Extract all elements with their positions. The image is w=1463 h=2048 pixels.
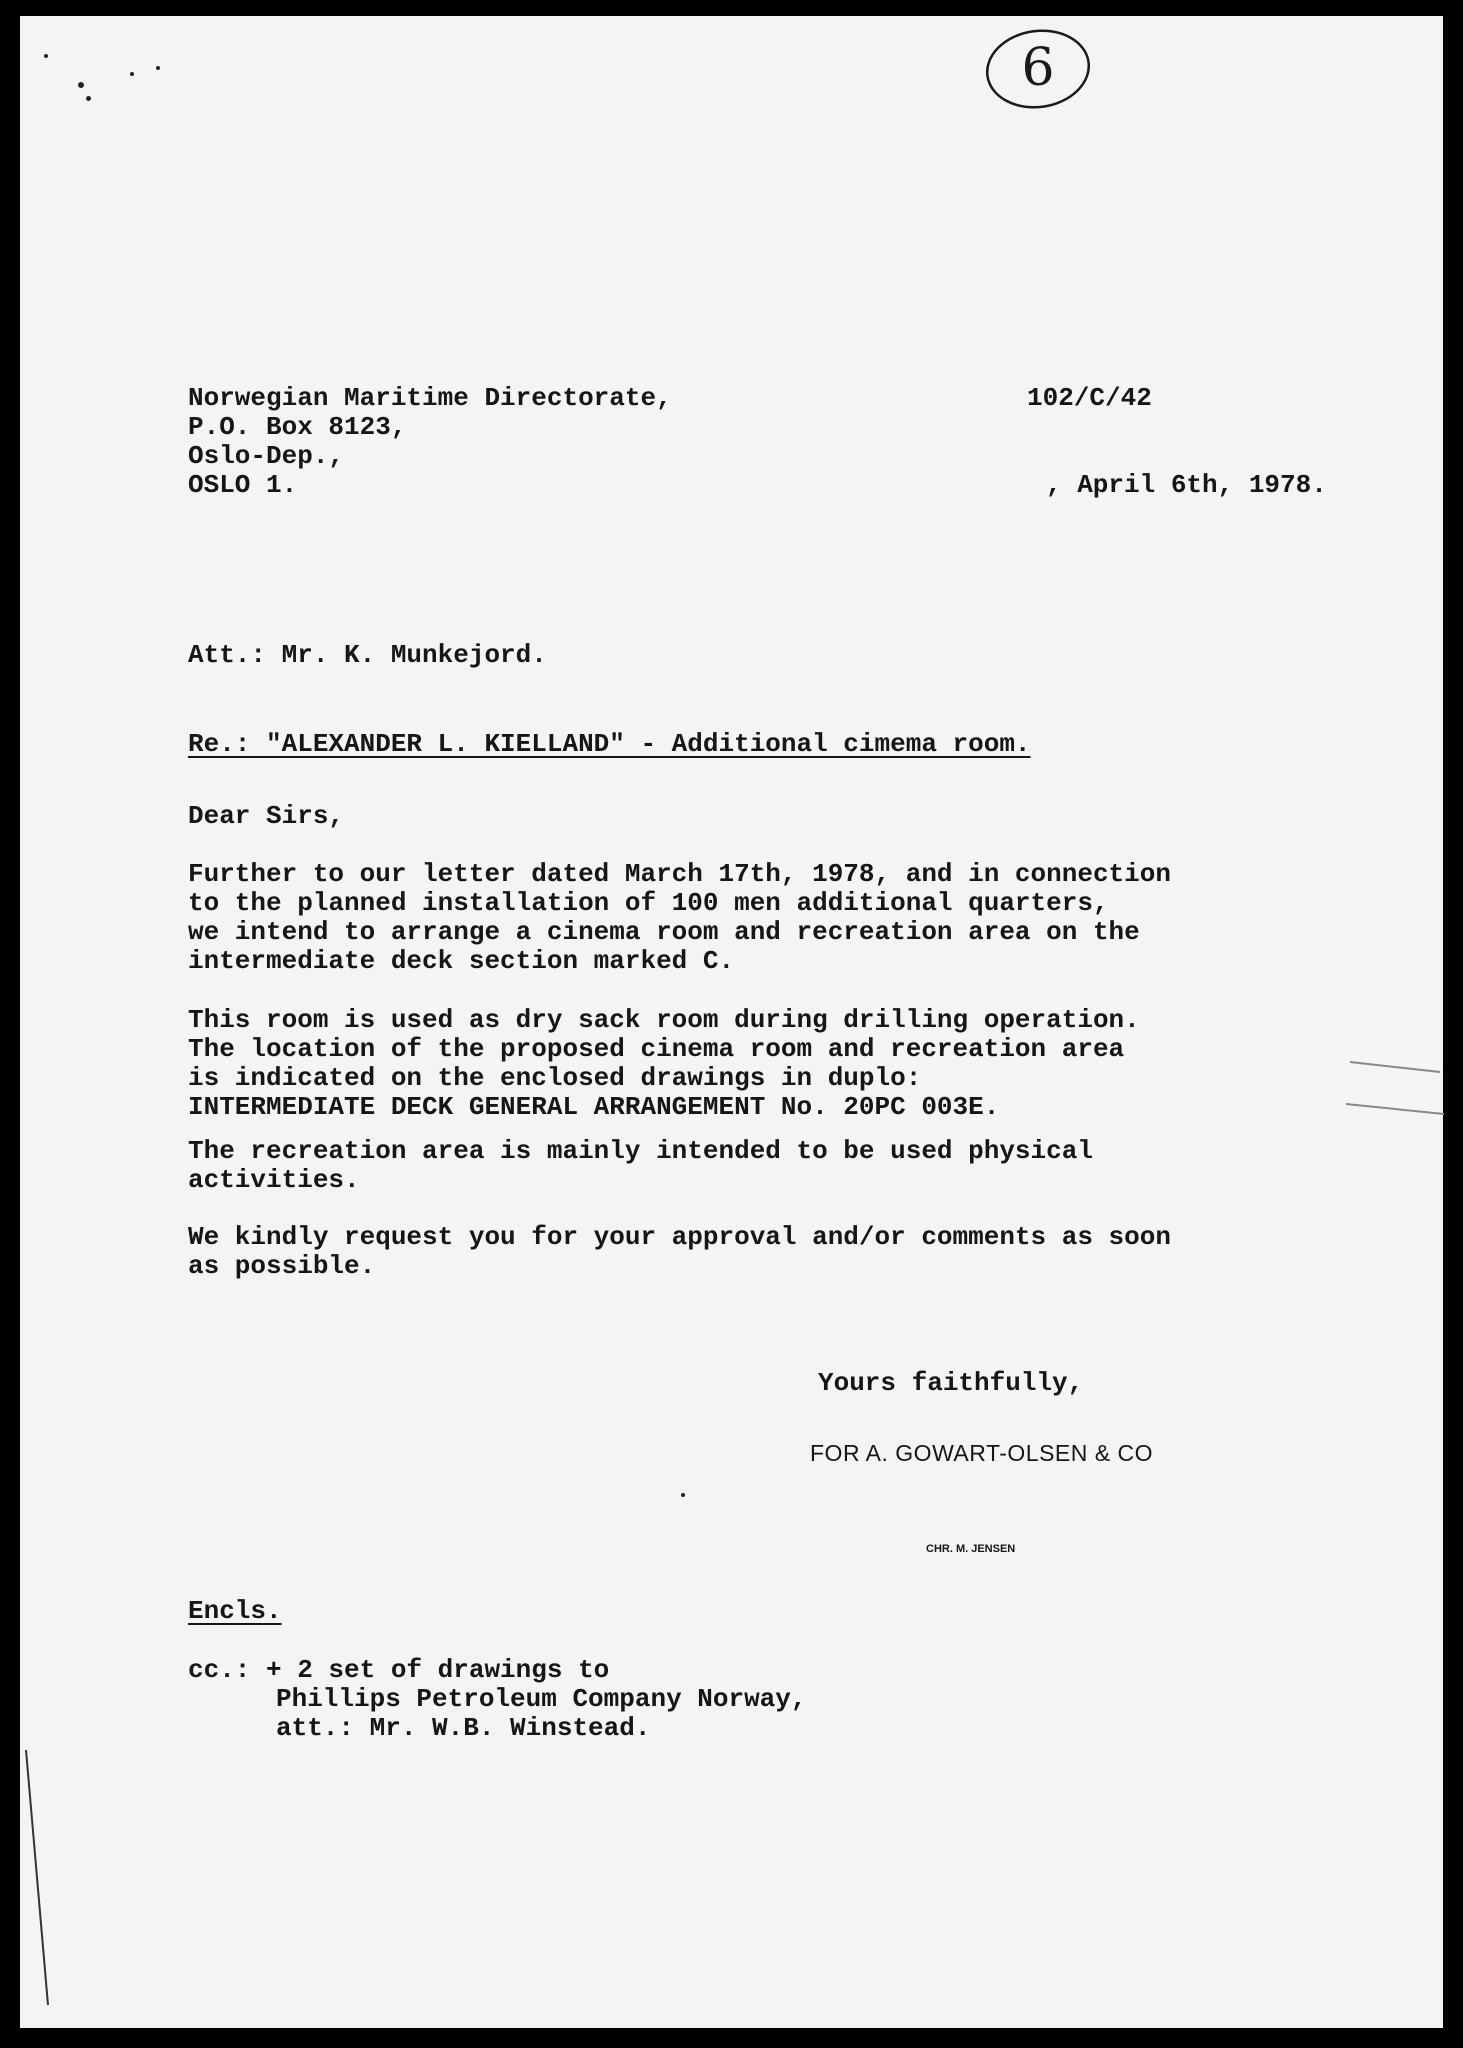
closing: Yours faithfully, <box>818 1368 1084 1398</box>
subject-line: Re.: "ALEXANDER L. KIELLAND" - Additional cimema room. <box>188 729 1031 759</box>
body-line: we intend to arrange a cinema room and recreation area on the <box>188 917 1140 947</box>
body-line: We kindly request you for your approval and/or comments as soon <box>188 1222 1171 1252</box>
body-line: Further to our letter dated March 17th, 1978, and in connection <box>188 859 1171 889</box>
letter-date: , April 6th, 1978. <box>1046 470 1327 500</box>
ink-speck <box>78 82 84 88</box>
margin-scratch <box>1340 1050 1450 1120</box>
ink-speck <box>130 72 134 76</box>
body-line: INTERMEDIATE DECK GENERAL ARRANGEMENT No. 20PC 003E. <box>188 1092 1000 1122</box>
addressee-line: Oslo-Dep., <box>188 441 345 471</box>
cc-line: Phillips Petroleum Company Norway, <box>276 1684 807 1714</box>
page-number-mark <box>983 25 1093 113</box>
body-line: The location of the proposed cinema room and recreation area <box>188 1034 1125 1064</box>
addressee-line: Norwegian Maritime Directorate, <box>188 383 672 413</box>
attention-line: Att.: Mr. K. Munkejord. <box>188 640 547 670</box>
cc-line: cc.: + 2 set of drawings to <box>188 1655 610 1685</box>
margin-scratch <box>20 1750 60 2010</box>
ink-speck <box>156 66 160 70</box>
body-line: This room is used as dry sack room during drilling operation. <box>188 1005 1140 1035</box>
ink-speck <box>44 54 48 58</box>
addressee-line: OSLO 1. <box>188 470 298 500</box>
body-line: intermediate deck section marked C. <box>188 946 735 976</box>
company-stamp: FOR A. GOWART-OLSEN & CO <box>810 1440 1153 1466</box>
reference-number: 102/C/42 <box>1027 383 1152 413</box>
body-line: activities. <box>188 1165 360 1195</box>
ink-speck <box>86 96 91 101</box>
salutation: Dear Sirs, <box>188 801 345 831</box>
ink-speck <box>681 1493 685 1497</box>
cc-line: att.: Mr. W.B. Winstead. <box>276 1713 651 1743</box>
body-line: to the planned installation of 100 men additional quarters, <box>188 888 1109 918</box>
body-line: The recreation area is mainly intended to be used physical <box>188 1136 1093 1166</box>
addressee-line: P.O. Box 8123, <box>188 412 407 442</box>
signatory-name: CHR. M. JENSEN <box>926 1543 1016 1555</box>
enclosures-label: Encls. <box>188 1596 282 1626</box>
body-line: is indicated on the enclosed drawings in duplo: <box>188 1063 922 1093</box>
body-line: as possible. <box>188 1251 376 1281</box>
page-number-text: 6 <box>1021 38 1055 98</box>
